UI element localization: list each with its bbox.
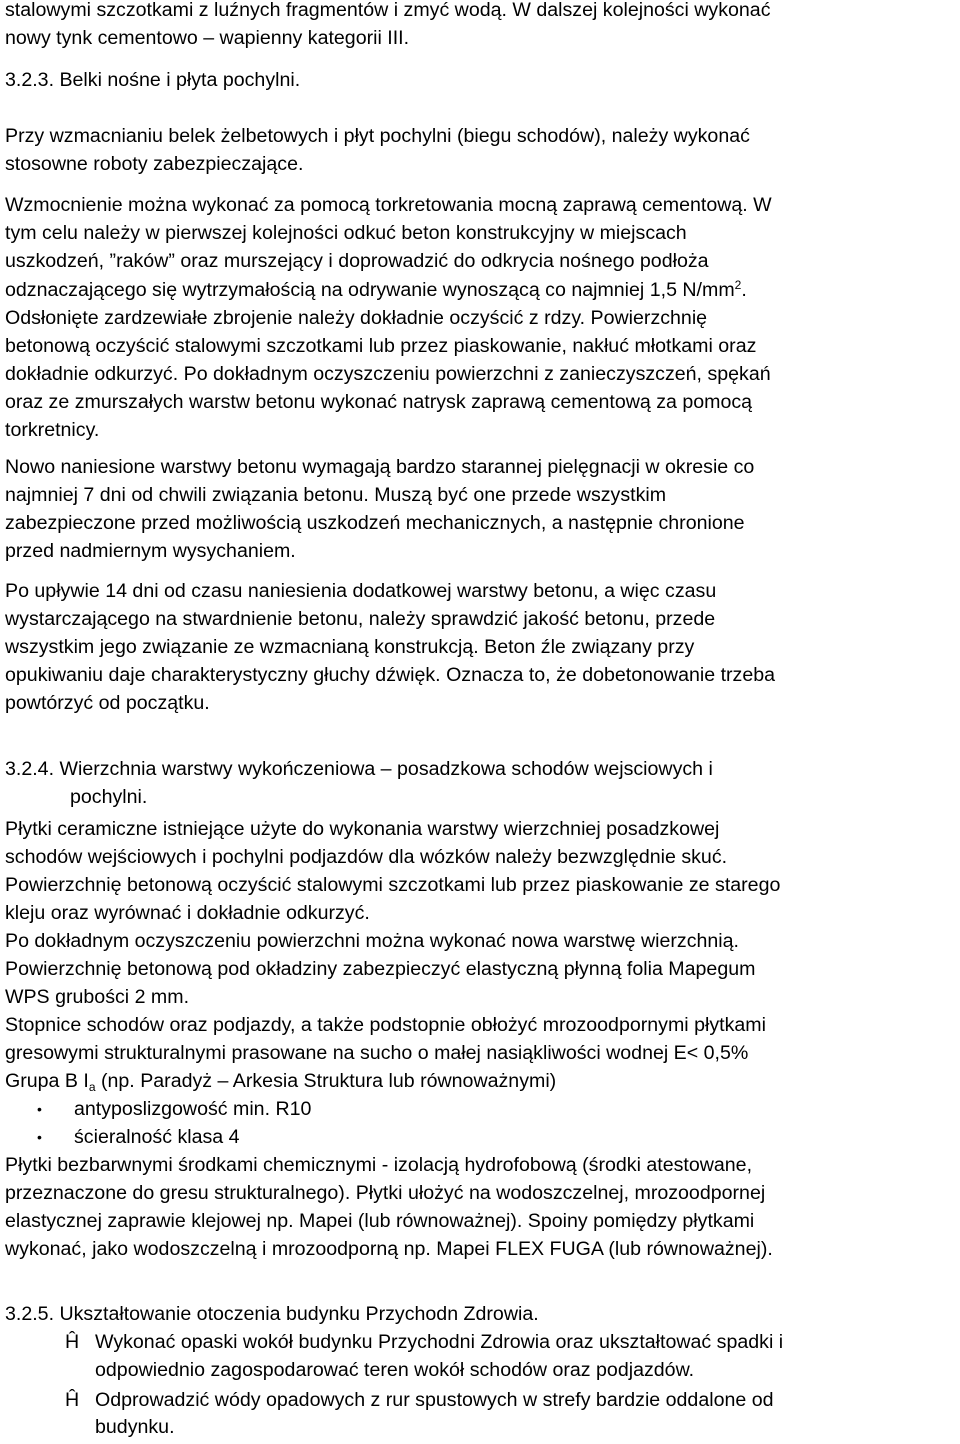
paragraph-line: powtórzyć od początku. [5, 692, 210, 714]
line-text: . [741, 279, 747, 301]
paragraph-line: betonową oczyścić stalowymi szczotkami lub przez piaskowanie, nakłuć młotkami oraz [5, 335, 757, 357]
arrow-bullet-icon: Ĥ [65, 1331, 80, 1353]
paragraph-line: uszkodzeń, ”raków” oraz murszejący i doprowadzić do odkrycia nośnego podłoża [5, 250, 709, 272]
paragraph-line: przed nadmiernym wysychaniem. [5, 540, 296, 562]
paragraph-line: tym celu należy w pierwszej kolejności odkuć beton konstrukcyjny w miejscach [5, 222, 687, 244]
paragraph-line: przeznaczone do gresu strukturalnego). Płytki ułożyć na wodoszczelnej, mrozoodpornej [5, 1182, 766, 1204]
paragraph-line: wystarczającego na stwardnienie betonu, należy sprawdzić jakość betonu, przede [5, 608, 716, 630]
list-item-text: Odprowadzić wódy opadowych z rur spustowych w strefy bardzie oddalone od [95, 1389, 774, 1411]
line-text: Grupa B I [5, 1070, 89, 1092]
list-item [5, 1095, 705, 1123]
paragraph-line: Odsłonięte zardzewiałe zbrojenie należy dokładnie oczyścić z rdzy. Powierzchnię [5, 307, 708, 329]
section-heading: 3.2.4. Wierzchnia warstwy wykończeniowa – posadzkowa schodów wejsciowych i [5, 758, 713, 780]
paragraph-line: wszystkim jego związanie ze wzmacnianą konstrukcją. Beton źle związany przy [5, 636, 695, 658]
paragraph-line: Wzmocnienie można wykonać za pomocą torkretowania mocną zaprawą cementową. W [5, 194, 772, 216]
paragraph-line: elastycznej zaprawie klejowej np. Mapei (lub równoważnej). Spoiny pomiędzy płytkami [5, 1210, 755, 1232]
list-item [5, 1123, 705, 1151]
section-heading: 3.2.5. Ukształtowanie otoczenia budynku Przychodn Zdrowia. [5, 1303, 539, 1325]
list-item-text: antyposlizgowość min. R10 [74, 1098, 312, 1120]
paragraph-line: Płytki bezbarwnymi środkami chemicznymi - izolacją hydrofobową (środki atestowane, [5, 1154, 753, 1176]
paragraph-line [5, 276, 747, 304]
list-item-continuation: odpowiednio zagospodarować teren wokół schodów oraz podjazdów. [95, 1359, 695, 1381]
bullet-icon: • [37, 1129, 42, 1145]
paragraph-line: Nowo naniesione warstwy betonu wymagają bardzo starannej pielęgnacji w okresie co [5, 456, 755, 478]
paragraph-line: wykonać, jako wodoszczelną i mrozoodporną np. Mapei FLEX FUGA (lub równoważnej). [5, 1238, 773, 1260]
paragraph-line: gresowymi strukturalnymi prasowane na sucho o małej nasiąkliwości wodnej E< 0,5% [5, 1042, 749, 1064]
paragraph-line: nowy tynk cementowo – wapienny kategorii III. [5, 27, 410, 49]
paragraph-line: Płytki ceramiczne istniejące użyte do wykonania warstwy wierzchniej posadzkowej [5, 818, 720, 840]
paragraph-line [5, 1067, 556, 1095]
paragraph-line: torkretnicy. [5, 419, 100, 441]
paragraph-line: stosowne roboty zabezpieczające. [5, 153, 304, 175]
paragraph-line: schodów wejściowych i pochylni podjazdów dla wózków należy bezwzględnie skuć. [5, 846, 728, 868]
paragraph-line: dokładnie odkurzyć. Po dokładnym oczyszczeniu powierzchni z zanieczyszczeń, spękań [5, 363, 771, 385]
list-item [5, 1386, 957, 1414]
section-heading: 3.2.3. Belki nośne i płyta pochylni. [5, 69, 301, 91]
line-text: odznaczającego się wytrzymałością na odrywanie wynoszącą co najmniej 1,5 N/mm [5, 279, 735, 301]
paragraph-line: Powierzchnię betonową pod okładziny zabezpieczyć elastyczną płynną folia Mapegum [5, 958, 756, 980]
paragraph-line: kleju oraz wyrównać i dokładnie odkurzyć. [5, 902, 370, 924]
paragraph-line: Powierzchnię betonową oczyścić stalowymi szczotkami lub przez piaskowanie ze starego [5, 874, 781, 896]
bullet-icon: • [37, 1101, 42, 1117]
paragraph-line: Przy wzmacnianiu belek żelbetowych i płyt pochylni (biegu schodów), należy wykonać [5, 125, 750, 147]
subscript: a [88, 1080, 96, 1094]
section-heading-continuation: pochylni. [70, 786, 148, 808]
paragraph-line: Po dokładnym oczyszczeniu powierzchni można wykonać nowa warstwę wierzchnią. [5, 930, 740, 952]
list-item-continuation: budynku. [95, 1416, 175, 1438]
paragraph-line: zabezpieczone przed możliwością uszkodzeń mechanicznych, a następnie chronione [5, 512, 745, 534]
superscript: 2 [734, 278, 742, 292]
paragraph-line: Stopnice schodów oraz podjazdy, a także podstopnie obłożyć mrozoodpornymi płytkami [5, 1014, 766, 1036]
arrow-bullet-icon: Ĥ [65, 1389, 80, 1411]
list-item-text: Wykonać opaski wokół budynku Przychodni Zdrowia oraz ukształtować spadki i [95, 1331, 784, 1353]
paragraph-line: Po upływie 14 dni od czasu naniesienia dodatkowej warstwy betonu, a więc czasu [5, 580, 717, 602]
paragraph-line: najmniej 7 dni od chwili związania betonu. Muszą być one przede wszystkim [5, 484, 667, 506]
paragraph-line: oraz ze zmurszałych warstw betonu wykonać natrysk zaprawą cementową za pomocą [5, 391, 753, 413]
line-text: (np. Paradyż – Arkesia Struktura lub równoważnymi) [95, 1070, 557, 1092]
list-item-text: ścieralność klasa 4 [74, 1126, 240, 1148]
paragraph-line: stalowymi szczotkami z luźnych fragmentów i zmyć wodą. W dalszej kolejności wykonać [5, 0, 771, 21]
list-item [5, 1328, 957, 1356]
paragraph-line: WPS grubości 2 mm. [5, 986, 190, 1008]
paragraph-line: opukiwaniu daje charakterystyczny głuchy dźwięk. Oznacza to, że dobetonowanie trzeba [5, 664, 776, 686]
